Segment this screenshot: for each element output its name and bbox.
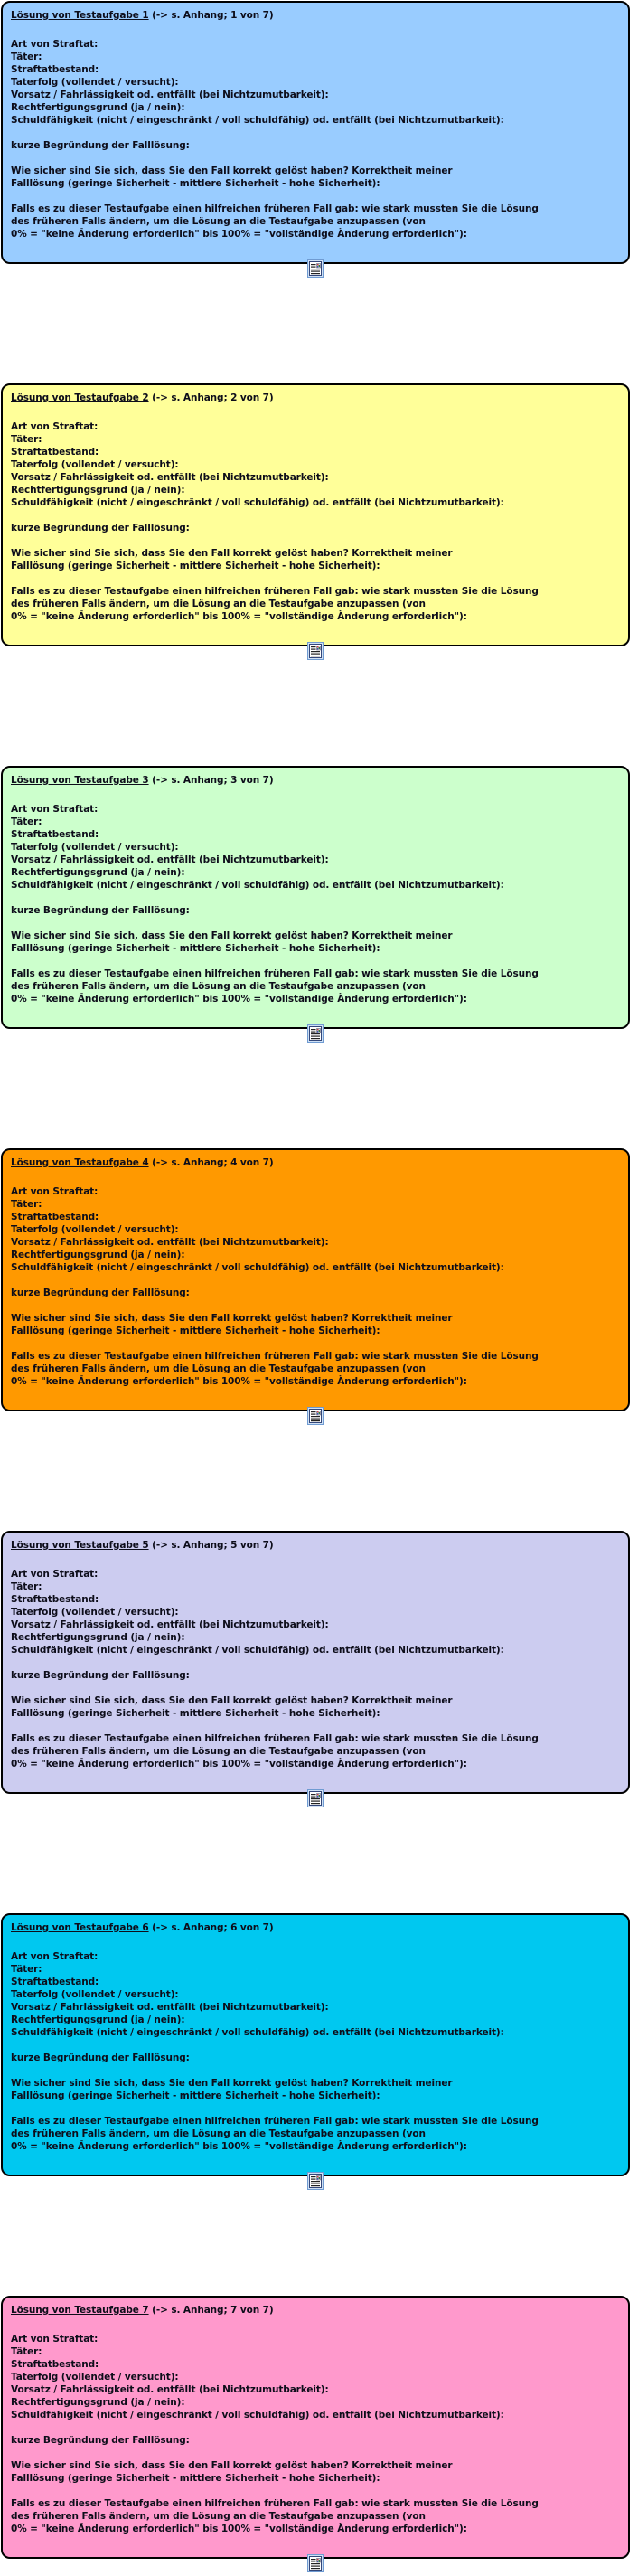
field-rechtfertigungsgrund: Rechtfertigungsgrund (ja / nein): [11, 102, 185, 113]
box-title [11, 1921, 620, 1934]
spacer [11, 1337, 620, 1350]
spacer [11, 1682, 620, 1694]
box-title-suffix: (-> s. Anhang; 7 von 7) [148, 2305, 274, 2316]
reason-label: kurze Begründung der Falllösung: [11, 1288, 190, 1298]
field-vorsatz: Vorsatz / Fahrlässigkeit od. entfällt (bei Nichtzumutbarkeit): [11, 1237, 329, 1248]
field-art-von-straftat: Art von Straftat: [11, 804, 99, 815]
solution-box-panel [1, 1531, 630, 1794]
confidence-question-line-1: Wie sicher sind Sie sich, dass Sie den Fall korrekt gelöst haben? Korrektheit meiner [11, 2078, 453, 2089]
spacer [11, 787, 620, 803]
field-taeter: Täter: [11, 1199, 42, 1210]
field-schuldfaehigkeit: Schuldfähigkeit (nicht / eingeschränkt / voll schuldfähig) od. entfällt (bei Nichtzumutbarkeit): [11, 1645, 504, 1656]
solution-box [1, 2296, 630, 2572]
field-schuldfaehigkeit: Schuldfähigkeit (nicht / eingeschränkt / voll schuldfähig) od. entfällt (bei Nichtzumutbarkeit): [11, 2410, 504, 2420]
box-title-link: Lösung von Testaufgabe 5 [11, 1540, 149, 1551]
box-title-suffix: (-> s. Anhang; 3 von 7) [148, 775, 274, 786]
adaptation-question-line-3: 0% = "keine Änderung erforderlich" bis 100% = "vollständige Änderung erforderlich"): [11, 611, 467, 622]
confidence-question-line-1: Wie sicher sind Sie sich, dass Sie den Fall korrekt gelöst haben? Korrektheit meiner [11, 165, 453, 176]
spacer [11, 572, 620, 585]
field-schuldfaehigkeit: Schuldfähigkeit (nicht / eingeschränkt / voll schuldfähig) od. entfällt (bei Nichtzumutbarkeit): [11, 497, 504, 508]
field-straftatbestand: Straftatbestand: [11, 2359, 99, 2370]
box-title-link: Lösung von Testaufgabe 7 [11, 2305, 149, 2316]
field-vorsatz: Vorsatz / Fahrlässigkeit od. entfällt (bei Nichtzumutbarkeit): [11, 1619, 329, 1630]
adaptation-question-line-1: Falls es zu dieser Testaufgabe einen hilfreichen früheren Fall gab: wie stark mussten Sie die Lösung [11, 968, 539, 979]
spacer [11, 1169, 620, 1185]
box-title-link: Lösung von Testaufgabe 4 [11, 1157, 149, 1168]
field-taterfolg: Taterfolg (vollendet / versucht): [11, 77, 179, 88]
spacer [11, 1299, 620, 1312]
confidence-question-line-2: Falllösung (geringe Sicherheit - mittlere Sicherheit - hohe Sicherheit): [11, 2090, 380, 2101]
spacer [11, 1552, 620, 1568]
reason-label: kurze Begründung der Falllösung: [11, 2435, 190, 2446]
field-taeter: Täter: [11, 52, 42, 62]
field-straftatbestand: Straftatbestand: [11, 447, 99, 458]
solution-box [1, 1, 630, 278]
solution-box [1, 1531, 630, 1807]
solution-box-panel [1, 766, 630, 1029]
spacer [11, 2039, 620, 2052]
adaptation-question-line-1: Falls es zu dieser Testaufgabe einen hilfreichen früheren Fall gab: wie stark mussten Sie die Lösung [11, 1733, 539, 1744]
field-straftatbestand: Straftatbestand: [11, 1977, 99, 1987]
embedded-object-icon[interactable] [307, 259, 324, 278]
confidence-question-line-2: Falllösung (geringe Sicherheit - mittlere Sicherheit - hohe Sicherheit): [11, 1326, 380, 1336]
field-taeter: Täter: [11, 434, 42, 445]
field-taterfolg: Taterfolg (vollendet / versucht): [11, 1224, 179, 1235]
solution-box [1, 1148, 630, 1425]
field-vorsatz: Vorsatz / Fahrlässigkeit od. entfällt (bei Nichtzumutbarkeit): [11, 472, 329, 483]
adaptation-question-line-1: Falls es zu dieser Testaufgabe einen hilfreichen früheren Fall gab: wie stark mussten Sie die Lösung [11, 203, 539, 214]
field-art-von-straftat: Art von Straftat: [11, 39, 99, 50]
field-rechtfertigungsgrund: Rechtfertigungsgrund (ja / nein): [11, 1250, 185, 1260]
embedded-object-icon[interactable] [307, 1024, 324, 1043]
spacer [11, 2064, 620, 2077]
field-art-von-straftat: Art von Straftat: [11, 1569, 99, 1580]
solution-box-panel [1, 1, 630, 264]
reason-label: kurze Begründung der Falllösung: [11, 140, 190, 151]
adaptation-question-line-1: Falls es zu dieser Testaufgabe einen hilfreichen früheren Fall gab: wie stark mussten Sie die Lösung [11, 1351, 539, 1362]
adaptation-question-line-3: 0% = "keine Änderung erforderlich" bis 100% = "vollständige Änderung erforderlich"): [11, 994, 467, 1005]
spacer [11, 127, 620, 139]
adaptation-question-line-3: 0% = "keine Änderung erforderlich" bis 100% = "vollständige Änderung erforderlich"): [11, 2524, 467, 2534]
field-schuldfaehigkeit: Schuldfähigkeit (nicht / eingeschränkt / voll schuldfähig) od. entfällt (bei Nichtzumutbarkeit): [11, 880, 504, 891]
field-schuldfaehigkeit: Schuldfähigkeit (nicht / eingeschränkt / voll schuldfähig) od. entfällt (bei Nichtzumutbarkeit): [11, 1262, 504, 1273]
box-title-link: Lösung von Testaufgabe 2 [11, 392, 149, 403]
confidence-question-line-2: Falllösung (geringe Sicherheit - mittlere Sicherheit - hohe Sicherheit): [11, 1708, 380, 1719]
confidence-question-line-1: Wie sicher sind Sie sich, dass Sie den Fall korrekt gelöst haben? Korrektheit meiner [11, 1695, 453, 1706]
field-taeter: Täter: [11, 816, 42, 827]
adaptation-question-line-1: Falls es zu dieser Testaufgabe einen hilfreichen früheren Fall gab: wie stark mussten Sie die Lösung [11, 2116, 539, 2127]
solution-box-panel [1, 383, 630, 646]
icon-row [1, 1789, 630, 1807]
field-straftatbestand: Straftatbestand: [11, 1212, 99, 1222]
solution-box-panel [1, 1148, 630, 1411]
embedded-object-icon[interactable] [307, 642, 324, 660]
icon-row [1, 1024, 630, 1043]
field-rechtfertigungsgrund: Rechtfertigungsgrund (ja / nein): [11, 1632, 185, 1643]
solution-box [1, 766, 630, 1043]
adaptation-question-line-2: des früheren Falls ändern, um die Lösung an die Testaufgabe anzupassen (von [11, 2128, 426, 2139]
reason-label: kurze Begründung der Falllösung: [11, 523, 190, 533]
icon-row [1, 1407, 630, 1425]
spacer [11, 152, 620, 165]
box-title [11, 9, 620, 22]
confidence-question-line-2: Falllösung (geringe Sicherheit - mittlere Sicherheit - hohe Sicherheit): [11, 178, 380, 189]
embedded-object-icon[interactable] [307, 2172, 324, 2190]
spacer [11, 534, 620, 547]
reason-label: kurze Begründung der Falllösung: [11, 2052, 190, 2063]
spacer [11, 1934, 620, 1950]
confidence-question-line-2: Falllösung (geringe Sicherheit - mittlere Sicherheit - hohe Sicherheit): [11, 561, 380, 571]
spacer [11, 2485, 620, 2497]
box-title-link: Lösung von Testaufgabe 6 [11, 1922, 149, 1933]
box-title-suffix: (-> s. Anhang; 4 von 7) [148, 1157, 274, 1168]
field-taterfolg: Taterfolg (vollendet / versucht): [11, 2372, 179, 2383]
field-taeter: Täter: [11, 1581, 42, 1592]
spacer [11, 2421, 620, 2434]
box-title [11, 774, 620, 787]
adaptation-question-line-2: des früheren Falls ändern, um die Lösung an die Testaufgabe anzupassen (von [11, 1746, 426, 1757]
reason-label: kurze Begründung der Falllösung: [11, 905, 190, 916]
field-taterfolg: Taterfolg (vollendet / versucht): [11, 842, 179, 853]
embedded-object-icon[interactable] [307, 1407, 324, 1425]
field-straftatbestand: Straftatbestand: [11, 829, 99, 840]
field-art-von-straftat: Art von Straftat: [11, 2334, 99, 2345]
adaptation-question-line-2: des früheren Falls ändern, um die Lösung an die Testaufgabe anzupassen (von [11, 216, 426, 227]
box-title [11, 2304, 620, 2317]
spacer [11, 1656, 620, 1669]
spacer [11, 2317, 620, 2333]
adaptation-question-line-1: Falls es zu dieser Testaufgabe einen hilfreichen früheren Fall gab: wie stark mussten Sie die Lösung [11, 586, 539, 597]
field-art-von-straftat: Art von Straftat: [11, 1951, 99, 1962]
confidence-question-line-2: Falllösung (geringe Sicherheit - mittlere Sicherheit - hohe Sicherheit): [11, 2473, 380, 2484]
field-rechtfertigungsgrund: Rechtfertigungsgrund (ja / nein): [11, 2397, 185, 2408]
confidence-question-line-1: Wie sicher sind Sie sich, dass Sie den Fall korrekt gelöst haben? Korrektheit meiner [11, 1313, 453, 1324]
adaptation-question-line-2: des früheren Falls ändern, um die Lösung an die Testaufgabe anzupassen (von [11, 1363, 426, 1374]
field-rechtfertigungsgrund: Rechtfertigungsgrund (ja / nein): [11, 867, 185, 878]
spacer [11, 509, 620, 522]
box-title-link: Lösung von Testaufgabe 3 [11, 775, 149, 786]
adaptation-question-line-3: 0% = "keine Änderung erforderlich" bis 100% = "vollständige Änderung erforderlich"): [11, 1759, 467, 1769]
field-vorsatz: Vorsatz / Fahrlässigkeit od. entfällt (bei Nichtzumutbarkeit): [11, 2002, 329, 2013]
spacer [11, 22, 620, 38]
spacer [11, 1720, 620, 1732]
adaptation-question-line-3: 0% = "keine Änderung erforderlich" bis 100% = "vollständige Änderung erforderlich"): [11, 229, 467, 240]
field-vorsatz: Vorsatz / Fahrlässigkeit od. entfällt (bei Nichtzumutbarkeit): [11, 854, 329, 865]
adaptation-question-line-3: 0% = "keine Änderung erforderlich" bis 100% = "vollständige Änderung erforderlich"): [11, 1376, 467, 1387]
adaptation-question-line-3: 0% = "keine Änderung erforderlich" bis 100% = "vollständige Änderung erforderlich"): [11, 2141, 467, 2152]
field-vorsatz: Vorsatz / Fahrlässigkeit od. entfällt (bei Nichtzumutbarkeit): [11, 2384, 329, 2395]
box-title [11, 1539, 620, 1552]
embedded-object-icon[interactable] [307, 2554, 324, 2572]
box-title-suffix: (-> s. Anhang; 2 von 7) [148, 392, 274, 403]
solution-box-panel [1, 2296, 630, 2559]
box-title-suffix: (-> s. Anhang; 1 von 7) [148, 10, 274, 21]
solution-box-panel [1, 1913, 630, 2176]
confidence-question-line-1: Wie sicher sind Sie sich, dass Sie den Fall korrekt gelöst haben? Korrektheit meiner [11, 930, 453, 941]
adaptation-question-line-1: Falls es zu dieser Testaufgabe einen hilfreichen früheren Fall gab: wie stark mussten Sie die Lösung [11, 2498, 539, 2509]
adaptation-question-line-2: des früheren Falls ändern, um die Lösung an die Testaufgabe anzupassen (von [11, 981, 426, 992]
box-title-suffix: (-> s. Anhang; 5 von 7) [148, 1540, 274, 1551]
field-taterfolg: Taterfolg (vollendet / versucht): [11, 459, 179, 470]
solution-box [1, 383, 630, 660]
field-rechtfertigungsgrund: Rechtfertigungsgrund (ja / nein): [11, 485, 185, 495]
field-schuldfaehigkeit: Schuldfähigkeit (nicht / eingeschränkt / voll schuldfähig) od. entfällt (bei Nichtzumutbarkeit): [11, 2027, 504, 2038]
icon-row [1, 2172, 630, 2190]
box-title [11, 1156, 620, 1169]
box-title-link: Lösung von Testaufgabe 1 [11, 10, 149, 21]
field-taeter: Täter: [11, 2346, 42, 2357]
spacer [11, 917, 620, 929]
adaptation-question-line-2: des früheren Falls ändern, um die Lösung an die Testaufgabe anzupassen (von [11, 2511, 426, 2522]
field-schuldfaehigkeit: Schuldfähigkeit (nicht / eingeschränkt / voll schuldfähig) od. entfällt (bei Nichtzumutbarkeit): [11, 115, 504, 126]
spacer [11, 404, 620, 420]
field-rechtfertigungsgrund: Rechtfertigungsgrund (ja / nein): [11, 2015, 185, 2025]
icon-row [1, 2554, 630, 2572]
field-taterfolg: Taterfolg (vollendet / versucht): [11, 1607, 179, 1618]
field-straftatbestand: Straftatbestand: [11, 64, 99, 75]
icon-row [1, 259, 630, 278]
box-title [11, 392, 620, 404]
confidence-question-line-1: Wie sicher sind Sie sich, dass Sie den Fall korrekt gelöst haben? Korrektheit meiner [11, 548, 453, 559]
field-straftatbestand: Straftatbestand: [11, 1594, 99, 1605]
confidence-question-line-1: Wie sicher sind Sie sich, dass Sie den Fall korrekt gelöst haben? Korrektheit meiner [11, 2460, 453, 2471]
field-art-von-straftat: Art von Straftat: [11, 421, 99, 432]
field-taterfolg: Taterfolg (vollendet / versucht): [11, 1989, 179, 2000]
field-art-von-straftat: Art von Straftat: [11, 1186, 99, 1197]
spacer [11, 190, 620, 203]
reason-label: kurze Begründung der Falllösung: [11, 1670, 190, 1681]
field-vorsatz: Vorsatz / Fahrlässigkeit od. entfällt (bei Nichtzumutbarkeit): [11, 90, 329, 100]
spacer [11, 2102, 620, 2115]
spacer [11, 2447, 620, 2459]
spacer [11, 1274, 620, 1287]
field-taeter: Täter: [11, 1964, 42, 1975]
spacer [11, 892, 620, 904]
icon-row [1, 642, 630, 660]
adaptation-question-line-2: des früheren Falls ändern, um die Lösung an die Testaufgabe anzupassen (von [11, 599, 426, 609]
spacer [11, 955, 620, 967]
box-title-suffix: (-> s. Anhang; 6 von 7) [148, 1922, 274, 1933]
solution-box [1, 1913, 630, 2190]
embedded-object-icon[interactable] [307, 1789, 324, 1807]
confidence-question-line-2: Falllösung (geringe Sicherheit - mittlere Sicherheit - hohe Sicherheit): [11, 943, 380, 954]
